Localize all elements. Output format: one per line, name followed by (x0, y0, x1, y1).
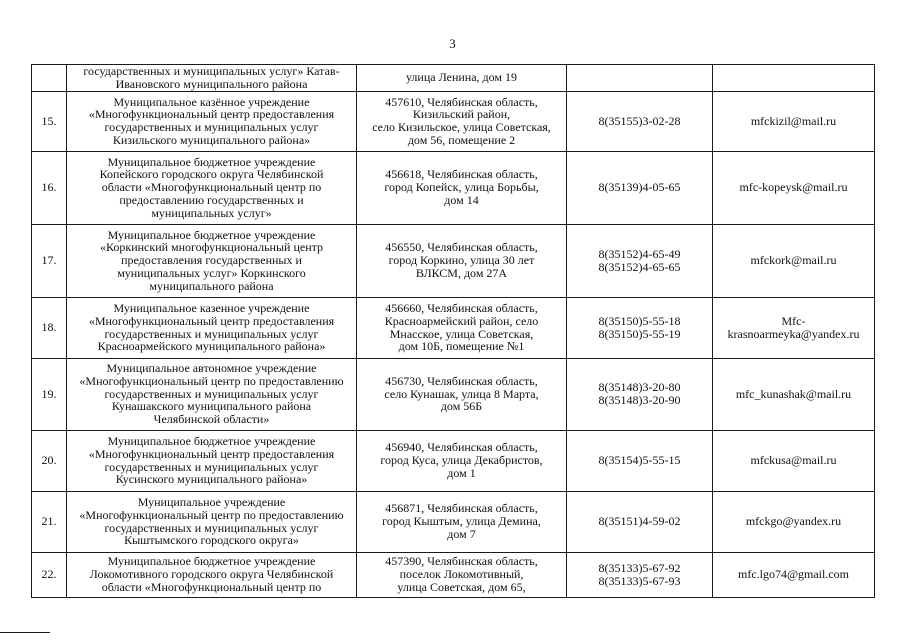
email (713, 358, 875, 430)
address-line: поселок Локомотивный, (399, 567, 524, 582)
phone (567, 151, 713, 224)
institution-name-line: Челябинской области» (153, 412, 270, 427)
phone (567, 297, 713, 358)
institution-name-line: государственных и муниципальных услуг (104, 120, 319, 135)
institution-name (67, 552, 357, 597)
row-number (32, 65, 67, 92)
email (713, 91, 875, 151)
table-row (32, 552, 875, 597)
row-number: 15. (32, 91, 67, 151)
address-line: дом 7 (447, 526, 476, 541)
phone-line: 8(35148)3-20-80 (598, 380, 681, 395)
institution-name-line: Муниципальное казённое учреждение (113, 94, 310, 109)
institution-name-line: Локомотивного городского округа Челябинской (89, 567, 334, 582)
email (713, 552, 875, 597)
page-number: 3 (449, 36, 456, 51)
institution-name-line: Кыштымского городского округа» (124, 533, 299, 548)
table-row (32, 91, 875, 151)
email (713, 491, 875, 552)
address (357, 552, 567, 597)
institution-name-line: государственных и муниципальных услуг (104, 459, 319, 474)
institution-name-line: Кунашакского муниципального района (111, 399, 312, 414)
address-line: дом 1 (447, 465, 476, 480)
email-line: mfc.lgo74@gmail.com (737, 567, 850, 582)
table-row (32, 430, 875, 491)
address-line: дом 56, помещение 2 (407, 132, 516, 147)
institution-name-line: Муниципальное бюджетное учреждение (107, 227, 316, 242)
institution-name-line: Муниципальное учреждение (137, 495, 286, 509)
address (357, 224, 567, 297)
institution-name-line: Кизильского муниципального района» (112, 132, 311, 147)
phone (567, 491, 713, 552)
institution-name-line: области «Многофункциональный центр по (101, 180, 322, 195)
institution-name-line: государственных и муниципальных услуг (104, 386, 319, 401)
address-line: 456940, Челябинская область, (385, 440, 538, 455)
institution-name-line: «Многофункциональный центр по предоставлению (79, 373, 344, 388)
email (713, 151, 875, 224)
table-row (32, 65, 875, 92)
institution-name (67, 430, 357, 491)
address-line: город Коркино, улица 30 лет (388, 253, 535, 268)
address (357, 91, 567, 151)
address-line: 457610, Челябинская область, (385, 94, 538, 109)
institution-name-line: Красноармейского муниципального района» (97, 339, 326, 354)
address-line: Мнасское, улица Советская, (389, 326, 534, 341)
email-line: krasnoarmeyka@yandex.ru (727, 326, 860, 341)
institution-name-line: Муниципальное бюджетное учреждение (107, 154, 316, 169)
row-number: 17. (32, 224, 67, 297)
address-line: Кизильский район, (412, 107, 511, 122)
email (713, 430, 875, 491)
phone-line: 8(35150)5-55-19 (598, 326, 681, 341)
institution-name (67, 65, 357, 92)
institution-name-line: Кусинского муниципального района» (115, 472, 308, 487)
institution-name (67, 224, 357, 297)
phone (567, 552, 713, 597)
row-number: 16. (32, 151, 67, 224)
institution-name-line: Муниципальное автономное учреждение (106, 361, 317, 376)
phone (567, 224, 713, 297)
institution-name (67, 151, 357, 224)
email-line: mfckizil@mail.ru (750, 113, 837, 128)
email-line: mfckusa@mail.ru (750, 453, 837, 468)
institution-name-line: «Многофункциональный центр по предоставлению (79, 507, 344, 522)
phone (567, 91, 713, 151)
institution-name (67, 91, 357, 151)
address (357, 491, 567, 552)
phone-line: 8(35154)5-55-15 (598, 453, 681, 468)
institution-name-line: «Многофункциональный центр предоставления (88, 107, 335, 122)
phone-line: 8(35152)4-65-65 (598, 259, 681, 274)
address-line: 456871, Челябинская область, (385, 501, 538, 516)
row-number: 21. (32, 491, 67, 552)
institution-name (67, 358, 357, 430)
institution-name-line: муниципальных услуг» Коркинского (117, 265, 306, 280)
phone-line: 8(35155)3-02-28 (598, 113, 681, 128)
row-number: 22. (32, 552, 67, 597)
table-row (32, 358, 875, 430)
phone-line: 8(35150)5-55-18 (598, 313, 681, 328)
address-line: 456550, Челябинская область, (385, 240, 538, 255)
address (357, 65, 567, 92)
institution-name-line: «Многофункциональный центр предоставления (88, 446, 335, 461)
table-row (32, 224, 875, 297)
phone-line: 8(35133)5-67-92 (598, 560, 681, 575)
address-line: Красноармейский район, село (384, 313, 539, 328)
institution-name-line: муниципальных услуг» (151, 205, 272, 220)
email (713, 297, 875, 358)
phone-line: 8(35133)5-67-93 (598, 573, 681, 588)
email (713, 224, 875, 297)
institution-name (67, 297, 357, 358)
table-row (32, 151, 875, 224)
phone-line: 8(35148)3-20-90 (598, 393, 681, 408)
institution-name-line: «Многофункциональный центр предоставления (88, 313, 335, 328)
address-line: 457390, Челябинская область, (385, 554, 538, 569)
phone (567, 430, 713, 491)
phone (567, 65, 713, 92)
row-number: 18. (32, 297, 67, 358)
email-line: Mfc- (781, 313, 806, 328)
email (713, 65, 875, 92)
address-line: село Кизильское, улица Советская, (372, 120, 551, 135)
institution-name (67, 491, 357, 552)
address-line: город Копейск, улица Борьбы, (384, 180, 539, 195)
mfc-table (31, 64, 875, 598)
row-number: 19. (32, 358, 67, 430)
email-line: mfc-kopeysk@mail.ru (739, 180, 848, 195)
address (357, 297, 567, 358)
address-line: дом 14 (444, 192, 479, 207)
email-line: mfckgo@yandex.ru (745, 514, 842, 529)
table-row (32, 297, 875, 358)
institution-name-line: «Коркинский многофункциональный центр (99, 240, 324, 255)
address (357, 151, 567, 224)
address-line: улица Советская, дом 65, (397, 579, 526, 594)
phone-line: 8(35152)4-65-49 (598, 246, 681, 261)
institution-name-line: Муниципальное бюджетное учреждение (107, 434, 316, 448)
institution-name-line: государственных и муниципальных услуг (104, 326, 319, 341)
address-line: улица Ленина, дом 19 (405, 70, 518, 85)
institution-name-line: области «Многофункциональный центр по (101, 579, 322, 594)
address-line: город Кыштым, улица Демина, (382, 514, 541, 529)
row-number: 20. (32, 430, 67, 491)
institution-name-line: Муниципальное бюджетное учреждение (107, 554, 316, 569)
footnote-rule (0, 632, 50, 633)
address (357, 430, 567, 491)
phone-line: 8(35139)4-05-65 (598, 180, 681, 195)
address-line: дом 56Б (440, 399, 483, 414)
address-line: 456730, Челябинская область, (385, 373, 538, 388)
address-line: село Кунашак, улица 8 Марта, (384, 386, 539, 401)
phone (567, 358, 713, 430)
institution-name-line: предоставлению государственных и (119, 192, 304, 207)
address-line: город Куса, улица Декабристов, (380, 453, 543, 468)
table-row (32, 491, 875, 552)
address-line: 456660, Челябинская область, (385, 301, 538, 315)
institution-name-line: государственных и муниципальных услуг» Катав- (83, 64, 340, 78)
institution-name-line: государственных и муниципальных услуг (104, 520, 319, 535)
address-line: ВЛКСМ, дом 27А (415, 265, 508, 280)
institution-name-line: Ивановского муниципального района (115, 76, 308, 91)
email-line: mfckork@mail.ru (750, 253, 837, 268)
institution-name-line: Муниципальное казенное учреждение (113, 301, 310, 315)
address (357, 358, 567, 430)
institution-name-line: муниципального района (149, 278, 274, 293)
address-line: 456618, Челябинская область, (385, 167, 538, 182)
address-line: дом 10Б, помещение №1 (398, 339, 525, 354)
email-line: mfc_kunashak@mail.ru (735, 386, 852, 401)
phone-line: 8(35151)4-59-02 (598, 514, 681, 529)
institution-name-line: предоставления государственных и (121, 253, 302, 268)
institution-name-line: Копейского городского округа Челябинской (99, 167, 324, 182)
mfc-table-body (32, 65, 875, 598)
